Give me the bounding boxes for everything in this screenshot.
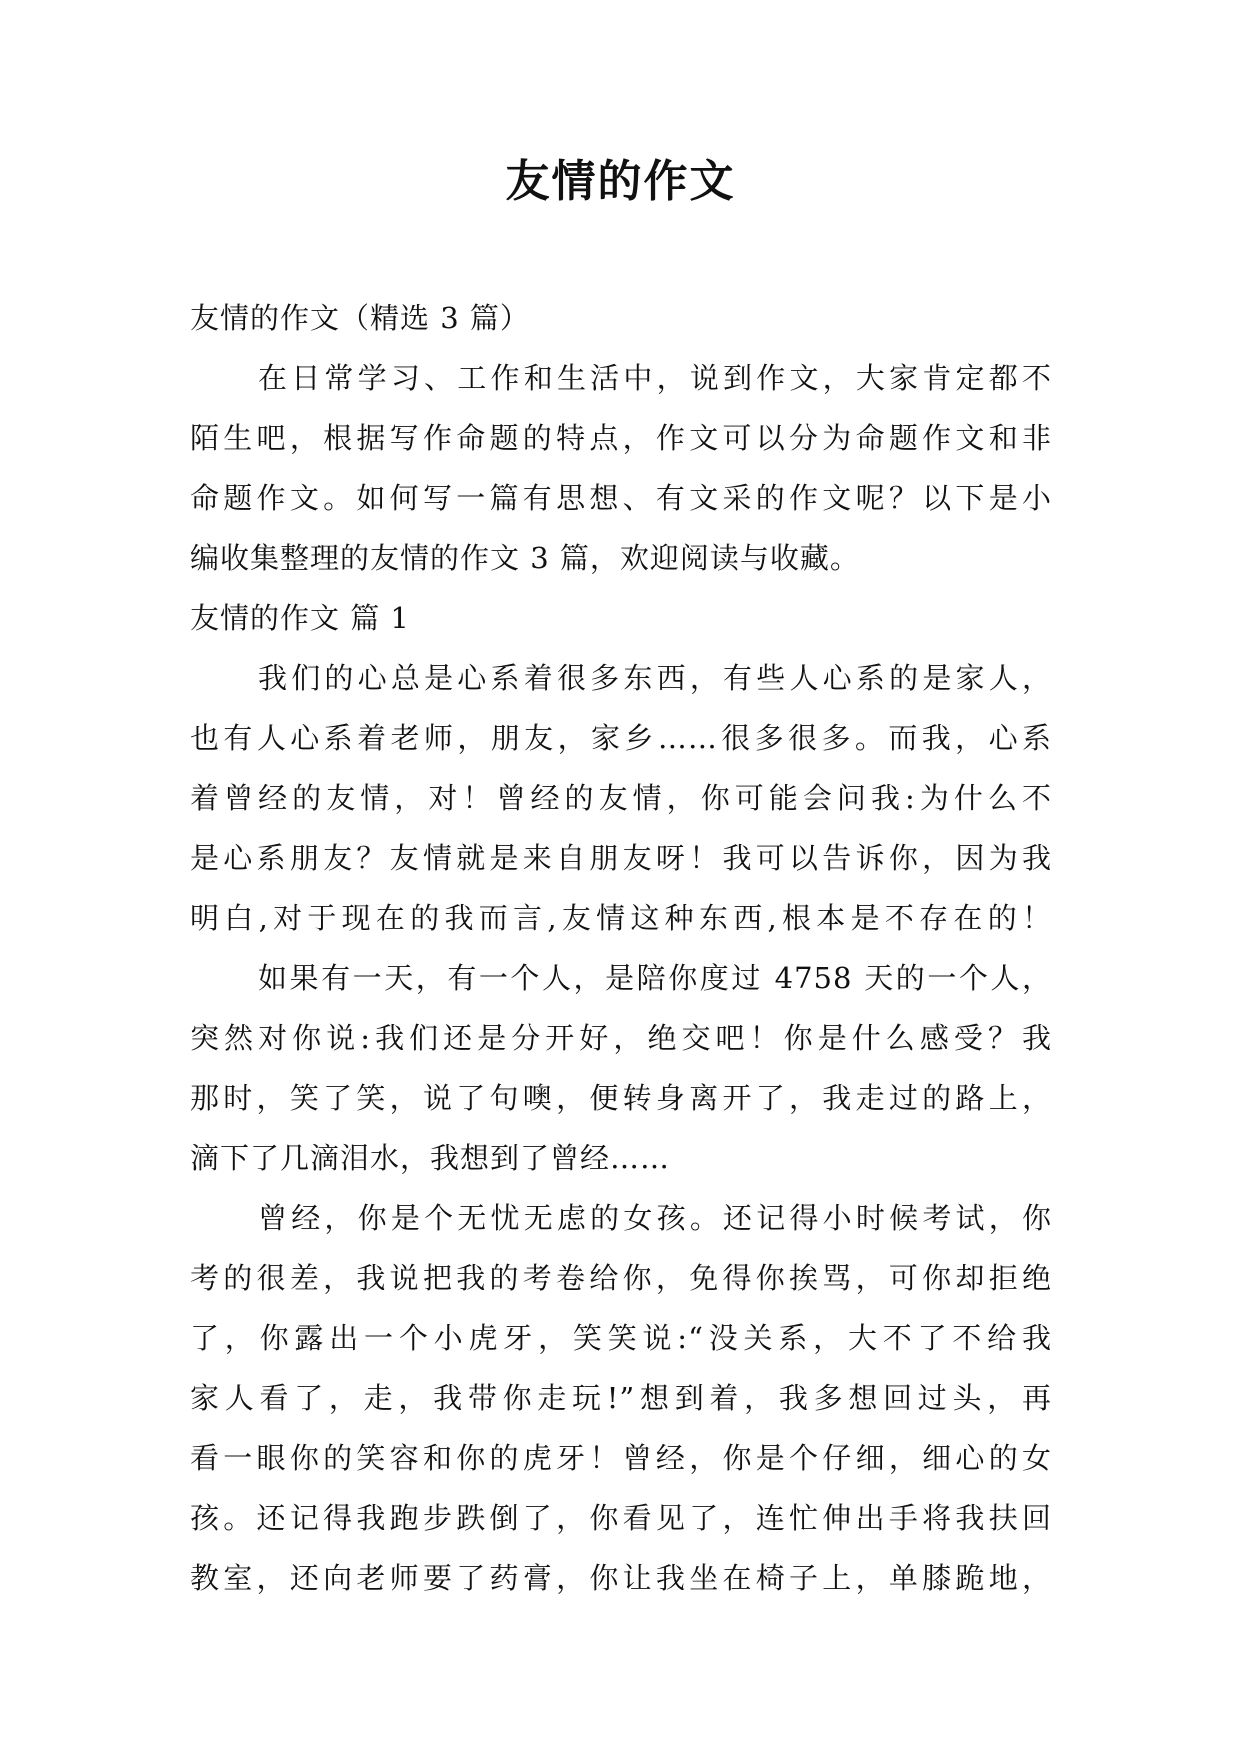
text-line: 考的很差，我说把我的考卷给你，免得你挨骂，可你却拒绝 [190, 1261, 1052, 1295]
text-line: 突然对你说:我们还是分开好，绝交吧！你是什么感受？我 [190, 1021, 1052, 1055]
intro-heading: 友情的作文（精选 3 篇） [190, 301, 530, 335]
document-body [190, 288, 1052, 1608]
text-line: 我们的心总是心系着很多东西，有些人心系的是家人， [258, 661, 1052, 695]
text-line: 家人看了，走，我带你走玩!”想到着，我多想回过头，再 [190, 1381, 1052, 1415]
text-line: 在日常学习、工作和生活中，说到作文，大家肯定都不 [258, 361, 1052, 395]
text-line: 也有人心系着老师，朋友，家乡……很多很多。而我，心系 [190, 721, 1052, 755]
text-line: 编收集整理的友情的作文 3 篇，欢迎阅读与收藏。 [190, 541, 860, 575]
text-line: 是心系朋友？友情就是来自朋友呀！我可以告诉你，因为我 [190, 841, 1052, 875]
text-line: 明白,对于现在的我而言,友情这种东西,根本是不存在的！ [190, 901, 1052, 935]
text-line: 了，你露出一个小虎牙，笑笑说:“没关系，大不了不给我 [190, 1321, 1052, 1355]
text-line: 命题作文。如何写一篇有思想、有文采的作文呢？以下是小 [190, 481, 1052, 515]
text-line: 滴下了几滴泪水，我想到了曾经…… [190, 1141, 671, 1175]
section-heading: 友情的作文 篇 1 [190, 601, 410, 635]
text-line: 那时，笑了笑，说了句噢，便转身离开了，我走过的路上， [190, 1081, 1052, 1115]
text-line: 着曾经的友情，对！曾经的友情，你可能会问我:为什么不 [190, 781, 1052, 815]
text-line: 曾经，你是个无忧无虑的女孩。还记得小时候考试，你 [258, 1201, 1052, 1235]
text-line: 陌生吧，根据写作命题的特点，作文可以分为命题作文和非 [190, 421, 1052, 455]
text-line: 教室，还向老师要了药膏，你让我坐在椅子上，单膝跪地， [190, 1561, 1052, 1595]
text-line: 如果有一天，有一个人，是陪你度过 4758 天的一个人， [258, 961, 1052, 995]
text-line: 看一眼你的笑容和你的虎牙！曾经，你是个仔细，细心的女 [190, 1441, 1052, 1475]
document-title: 友情的作文 [505, 156, 736, 207]
text-line: 孩。还记得我跑步跌倒了，你看见了，连忙伸出手将我扶回 [190, 1501, 1052, 1535]
